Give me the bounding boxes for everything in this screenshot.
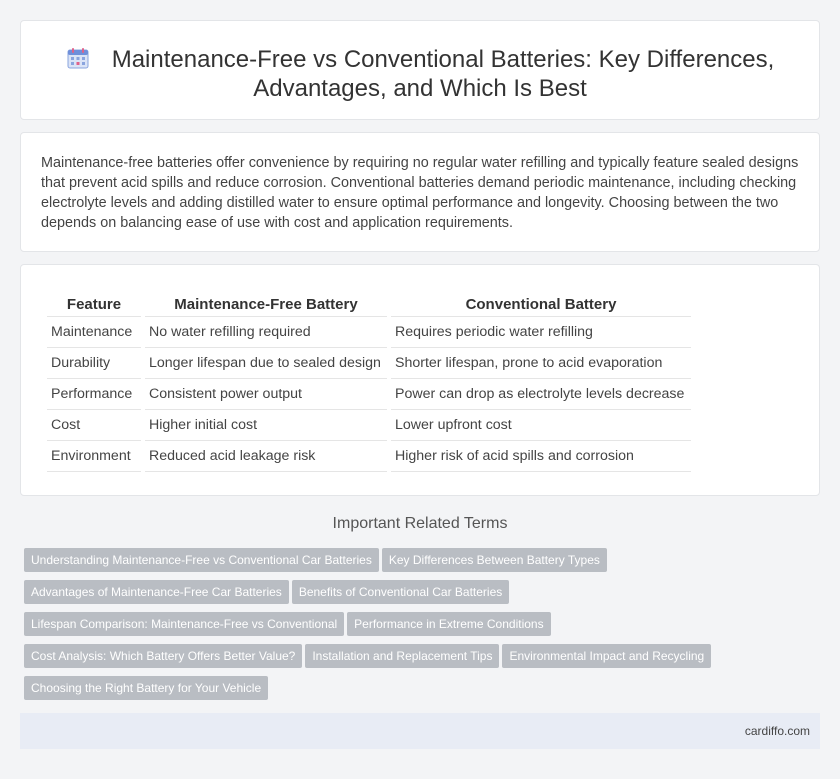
table-cell: Cost [47, 410, 141, 441]
header-maintenance-free: Maintenance-Free Battery [145, 293, 387, 317]
table-cell: Durability [47, 348, 141, 379]
table-cell: No water refilling required [145, 317, 387, 348]
comparison-table [43, 293, 695, 472]
table-cell: Higher risk of acid spills and corrosion [391, 441, 691, 472]
table-cell: Lower upfront cost [391, 410, 691, 441]
table-row [47, 379, 691, 410]
related-tag[interactable]: Installation and Replacement Tips [305, 644, 499, 668]
title-line-2: Advantages, and Which Is Best [253, 75, 587, 102]
table-cell: Reduced acid leakage risk [145, 441, 387, 472]
footer-site-link[interactable]: cardiffo.com [744, 724, 810, 738]
summary-text: Maintenance-free batteries offer convenience by requiring no regular water refilling and typically feature sealed designs that prevent acid spills and reduce corrosion. Conventional batteries demand periodic maintenance, including checking electrolyte levels and adding distilled water to ensure optimal performance and longevity. Choosing between the two depends on balancing ease of use with cost and application requirements. [41, 155, 799, 231]
page-title [21, 45, 819, 103]
table-cell: Higher initial cost [145, 410, 387, 441]
footer [20, 713, 820, 749]
comparison-table-card [20, 264, 820, 496]
header-feature: Feature [47, 293, 141, 317]
title-line-1: Maintenance-Free vs Conventional Batteries: Key Differences, [111, 46, 775, 73]
related-tag[interactable]: Cost Analysis: Which Battery Offers Better Value? [24, 644, 302, 668]
related-tag[interactable]: Key Differences Between Battery Types [382, 548, 607, 572]
table-cell: Consistent power output [145, 379, 387, 410]
related-tag[interactable]: Lifespan Comparison: Maintenance-Free vs Conventional [24, 612, 344, 636]
table-cell: Performance [47, 379, 141, 410]
related-tag[interactable]: Advantages of Maintenance-Free Car Batteries [24, 580, 289, 604]
table-cell: Shorter lifespan, prone to acid evaporation [391, 348, 691, 379]
table-cell: Maintenance [47, 317, 141, 348]
table-cell: Requires periodic water refilling [391, 317, 691, 348]
calendar-icon [66, 46, 90, 70]
related-tag[interactable]: Performance in Extreme Conditions [347, 612, 550, 636]
table-cell: Power can drop as electrolyte levels decrease [391, 379, 691, 410]
header-card [20, 20, 820, 120]
header-conventional: Conventional Battery [391, 293, 691, 317]
related-tag[interactable]: Choosing the Right Battery for Your Vehicle [24, 676, 268, 700]
related-terms-tags [24, 548, 705, 708]
related-tag[interactable]: Environmental Impact and Recycling [502, 644, 711, 668]
summary-card [20, 132, 820, 252]
table-row [47, 441, 691, 472]
related-terms-title: Important Related Terms [332, 515, 508, 532]
table-cell: Environment [47, 441, 141, 472]
related-tag[interactable]: Benefits of Conventional Car Batteries [292, 580, 509, 604]
table-header-row [47, 293, 691, 317]
table-row [47, 348, 691, 379]
table-cell: Longer lifespan due to sealed design [145, 348, 387, 379]
table-row [47, 317, 691, 348]
related-tag[interactable]: Understanding Maintenance-Free vs Conventional Car Batteries [24, 548, 379, 572]
table-row [47, 410, 691, 441]
